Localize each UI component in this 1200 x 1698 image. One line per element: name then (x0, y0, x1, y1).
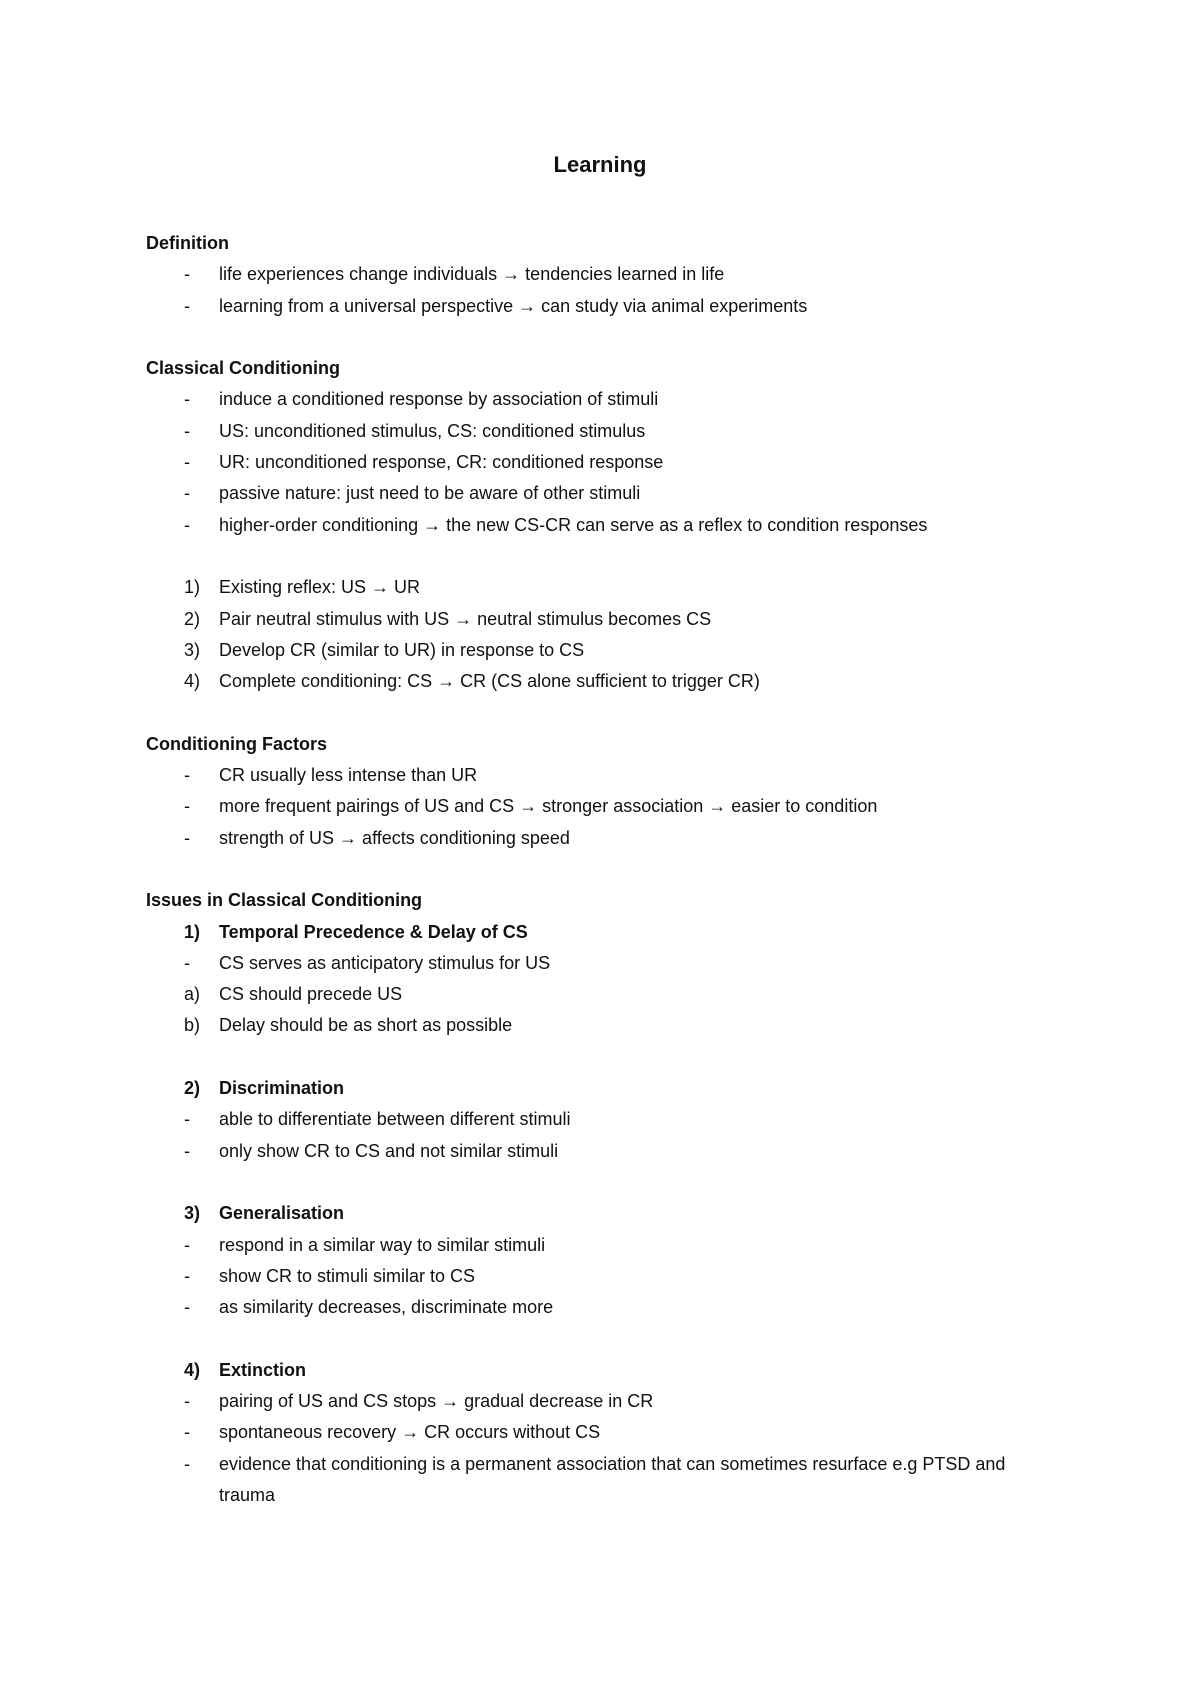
list-item: - spontaneous recovery → CR occurs without CS (146, 1417, 1054, 1448)
bullet-dash: - (184, 420, 190, 441)
bullet-dash: - (184, 1390, 190, 1411)
list-item: - respond in a similar way to similar stimuli (146, 1230, 1054, 1261)
list-item: - only show CR to CS and not similar stimuli (146, 1136, 1054, 1167)
bullet-dash: - (184, 952, 190, 973)
list-item: - evidence that conditioning is a permanent association that can sometimes resurface e.g PTSD and trauma (146, 1449, 1054, 1512)
list-item: - passive nature: just need to be aware of other stimuli (146, 478, 1054, 509)
bullet-dash: - (184, 765, 190, 786)
numbered-step: 2) Pair neutral stimulus with US → neutral stimulus becomes CS (184, 608, 712, 629)
bullet-dash: - (184, 1453, 190, 1474)
list-item: - pairing of US and CS stops → gradual decrease in CR (146, 1386, 1054, 1417)
section-heading-issues: Issues in Classical Conditioning (146, 890, 423, 911)
list-item: - able to differentiate between different stimuli (146, 1104, 1054, 1135)
subsection-heading: 4) Extinction (184, 1359, 307, 1380)
bullet-dash: - (184, 1265, 190, 1286)
subsection-heading: 1) Temporal Precedence & Delay of CS (184, 921, 528, 942)
numbered-step: 3) Develop CR (similar to UR) in response to CS (184, 639, 585, 660)
bullet-dash: - (184, 827, 190, 848)
bullet-dash: - (184, 264, 190, 285)
list-item: - CR usually less intense than UR (146, 760, 1054, 791)
numbered-step: 1) Existing reflex: US → UR (184, 577, 421, 598)
list-item: - life experiences change individuals → tendencies learned in life (146, 259, 1054, 290)
bullet-dash: - (184, 514, 190, 535)
bullet-dash: - (184, 1109, 190, 1130)
bullet-dash: - (184, 1234, 190, 1255)
list-item: - US: unconditioned stimulus, CS: conditioned stimulus (146, 416, 1054, 447)
list-item: - as similarity decreases, discriminate more (146, 1292, 1054, 1323)
lettered-item: a) CS should precede US (184, 984, 403, 1005)
list-item: - higher-order conditioning → the new CS-CR can serve as a reflex to condition responses (146, 510, 1054, 541)
lettered-item: b) Delay should be as short as possible (184, 1015, 513, 1036)
bullet-dash: - (184, 483, 190, 504)
bullet-dash: - (184, 1422, 190, 1443)
section-heading-definition: Definition (146, 233, 229, 253)
section-heading-classical-conditioning: Classical Conditioning (146, 358, 341, 379)
list-item: - learning from a universal perspective → can study via animal experiments (146, 291, 1054, 322)
subsection-heading: 3) Generalisation (184, 1203, 345, 1224)
bullet-dash: - (184, 452, 190, 473)
bullet-dash: - (184, 389, 190, 410)
section-heading-conditioning-factors: Conditioning Factors (146, 733, 327, 754)
list-item: - CS serves as anticipatory stimulus for US (146, 948, 1054, 979)
bullet-dash: - (184, 295, 190, 316)
list-item: - more frequent pairings of US and CS → stronger association → easier to condition (146, 791, 1054, 822)
bullet-dash: - (184, 1297, 190, 1318)
bullet-dash: - (184, 1140, 190, 1161)
bullet-dash: - (184, 796, 190, 817)
list-item: - strength of US → affects conditioning speed (146, 823, 1054, 854)
page-title: Learning (553, 152, 647, 177)
subsection-heading: 2) Discrimination (184, 1078, 345, 1099)
list-item: - induce a conditioned response by association of stimuli (146, 384, 1054, 415)
list-item: - show CR to stimuli similar to CS (146, 1261, 1054, 1292)
numbered-step: 4) Complete conditioning: CS → CR (CS alone sufficient to trigger CR) (184, 671, 760, 692)
list-item: - UR: unconditioned response, CR: conditioned response (146, 447, 1054, 478)
